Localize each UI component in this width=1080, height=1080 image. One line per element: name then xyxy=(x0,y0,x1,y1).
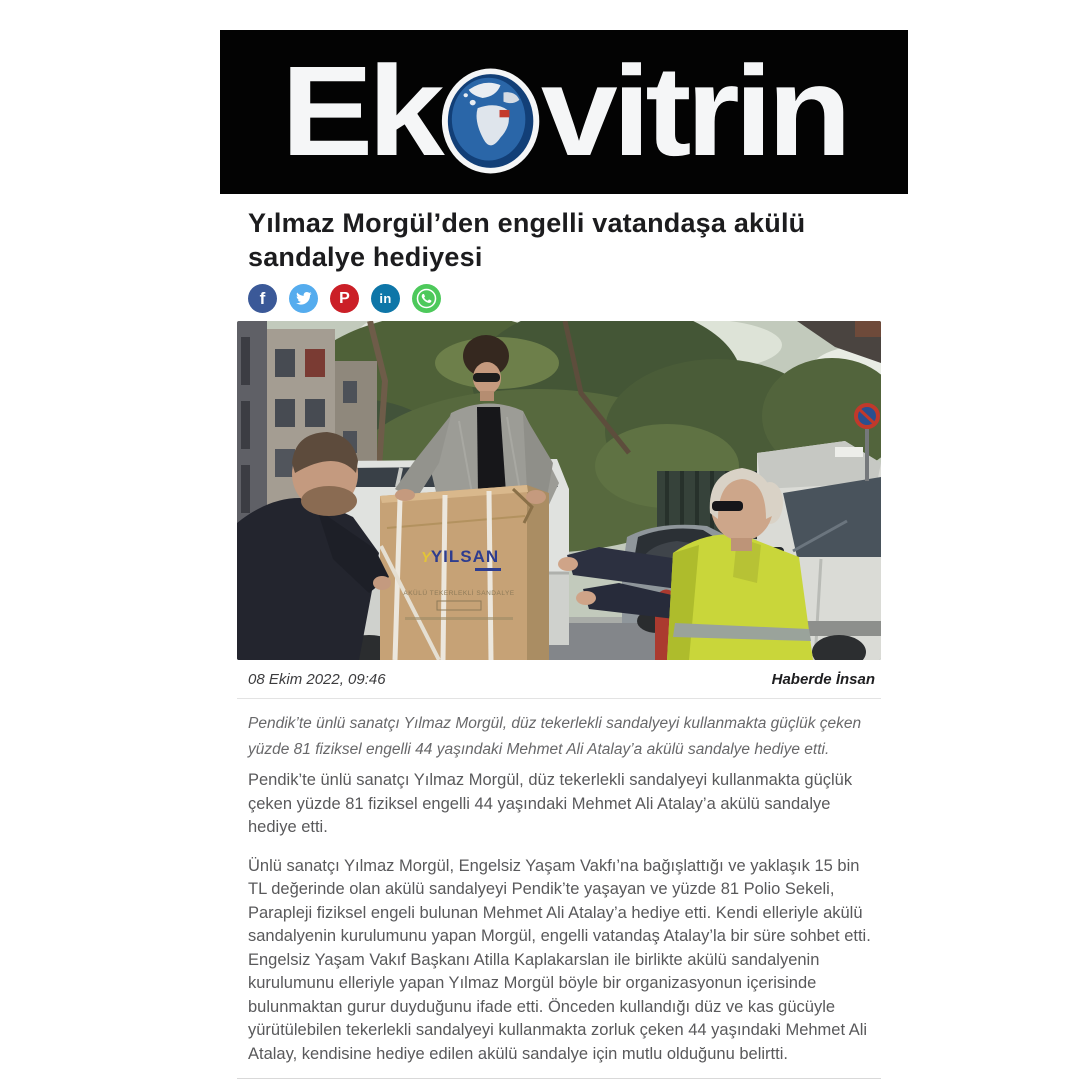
site-header xyxy=(220,30,908,194)
box-brand-text: YILSAN xyxy=(430,547,500,566)
publish-date: 08 Ekim 2022, 09:46 xyxy=(248,671,386,688)
linkedin-glyph: in xyxy=(379,291,392,306)
paragraph: Pendik’te ünlü sanatçı Yılmaz Morgül, düz tekerlekli sandalyeyi kullanmakta güçlük çeken yüzde 81 fiziksel engelli 44 yaşındaki Mehmet Ali Atalay’a akülü sandalye hediye etti. xyxy=(248,771,853,836)
article-body xyxy=(237,769,881,1066)
article-lede: Pendik’te ünlü sanatçı Yılmaz Morgül, düz tekerlekli sandalyeyi kullanmakta güçlük çeken yüzde 81 fiziksel engelli 44 yaşındaki Mehmet Ali Atalay’a akülü sandalye hediye etti. xyxy=(248,715,862,758)
facebook-share-icon[interactable] xyxy=(248,284,277,313)
article-headline: Yılmaz Morgül’den engelli vatandaşa akülü sandalye hediyesi xyxy=(248,208,806,272)
twitter-bird-icon xyxy=(295,290,312,307)
pinterest-share-icon[interactable] xyxy=(330,284,359,313)
twitter-share-icon[interactable] xyxy=(289,284,318,313)
box-logo-mark: Y xyxy=(421,549,432,566)
logo-text-right: vitrin xyxy=(541,40,847,183)
section-divider xyxy=(237,1078,881,1079)
article xyxy=(237,206,881,1066)
facebook-glyph: f xyxy=(259,288,266,308)
paragraph: Ünlü sanatçı Yılmaz Morgül, Engelsiz Yaşam Vakfı’na bağışlattığı ve yaklaşık 15 bin TL değerinde olan akülü sandalyeyi Pendik’te yaşayan ve yüzde 81 Polio Sekeli, Parapleji fiziksel engeli bulunan Mehmet Ali Atalay’a hediye etti. Kendi elleriyle akülü sandalyenin kurulumunu yapan Morgül, engelli vatandaş Atalay’la bir süre sohbet etti. Engelsiz Yaşam Vakıf Başkanı Atilla Kaplakarslan ile birlikte akülü sandalyenin kurulumunu elleriyle yapan Yılmaz Morgül böyle bir organizasyonun içerisinde bulunmaktan gurur duyduğunu ifade etti. Önceden kullandığı düz ve kas gücüyle yürütülebilen tekerlekli sandalyeyi kullanmakta zorluk çeken 44 yaşındaki Mehmet Ali Atalay, kendisine hediye edilen akülü sandalye için mutlu olduğunu belirtti. xyxy=(248,856,871,1063)
globe-icon xyxy=(441,67,540,175)
social-share-row xyxy=(248,284,881,313)
meta-divider xyxy=(237,698,881,699)
site-logo[interactable] xyxy=(281,40,847,183)
box-label-text: AKÜLÜ TEKERLEKLİ SANDALYE xyxy=(403,590,515,597)
logo-text-left: Ek xyxy=(281,40,440,183)
whatsapp-share-icon[interactable] xyxy=(412,284,441,313)
pinterest-glyph: P xyxy=(339,289,350,307)
article-photo xyxy=(237,321,881,660)
whatsapp-phone-icon xyxy=(415,287,438,310)
article-meta-row xyxy=(248,671,875,688)
category-link[interactable]: Haberde İnsan xyxy=(771,671,875,688)
linkedin-share-icon[interactable] xyxy=(371,284,400,313)
